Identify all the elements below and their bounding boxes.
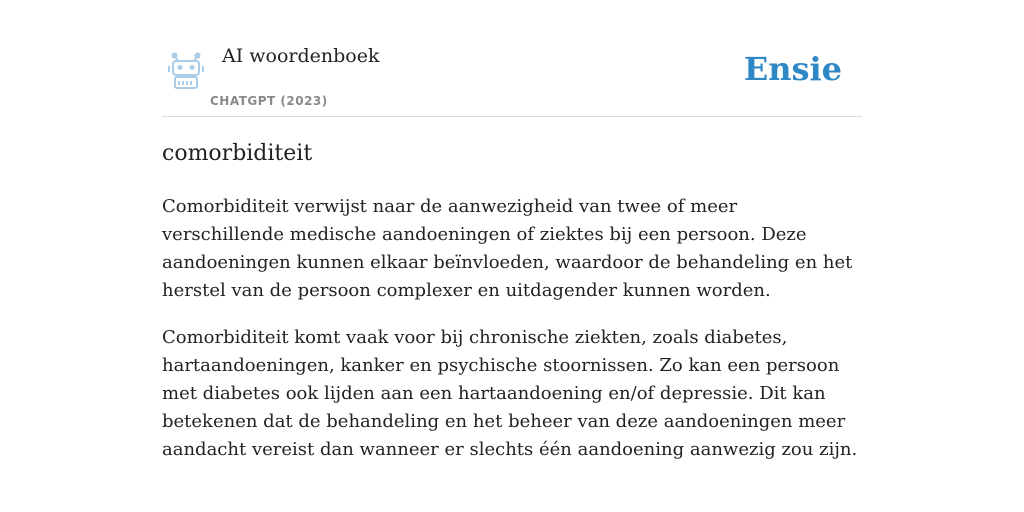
source-header xyxy=(162,40,862,117)
brand-logo[interactable]: Ensie xyxy=(743,50,842,88)
robot-icon xyxy=(166,52,206,90)
source-title[interactable]: AI woordenboek xyxy=(222,45,380,67)
definition-paragraph-1: Comorbiditeit verwijst naar de aanwezigheid van twee of meer verschillende medische aandoeningen of ziektes bij een persoon. Deze aandoeningen kunnen elkaar beïnvloeden, waardoor de behandeling en het herstel van de persoon complexer en uitdagender kunnen worden. xyxy=(162,196,853,301)
definition-paragraph-2: Comorbiditeit komt vaak voor bij chronische ziekten, zoals diabetes, hartaandoeningen, kanker en psychische stoornissen. Zo kan een persoon met diabetes ook lijden aan een hartaandoening en/of depressie. Dit kan betekenen dat de behandeling en het beheer van deze aandoeningen meer aandacht vereist dan wanneer er slechts één aandoening aanwezig zou zijn. xyxy=(162,327,858,460)
entry-term: comorbiditeit xyxy=(162,141,313,166)
source-subtitle: CHATGPT (2023) xyxy=(210,94,328,108)
entry-content xyxy=(162,138,862,483)
